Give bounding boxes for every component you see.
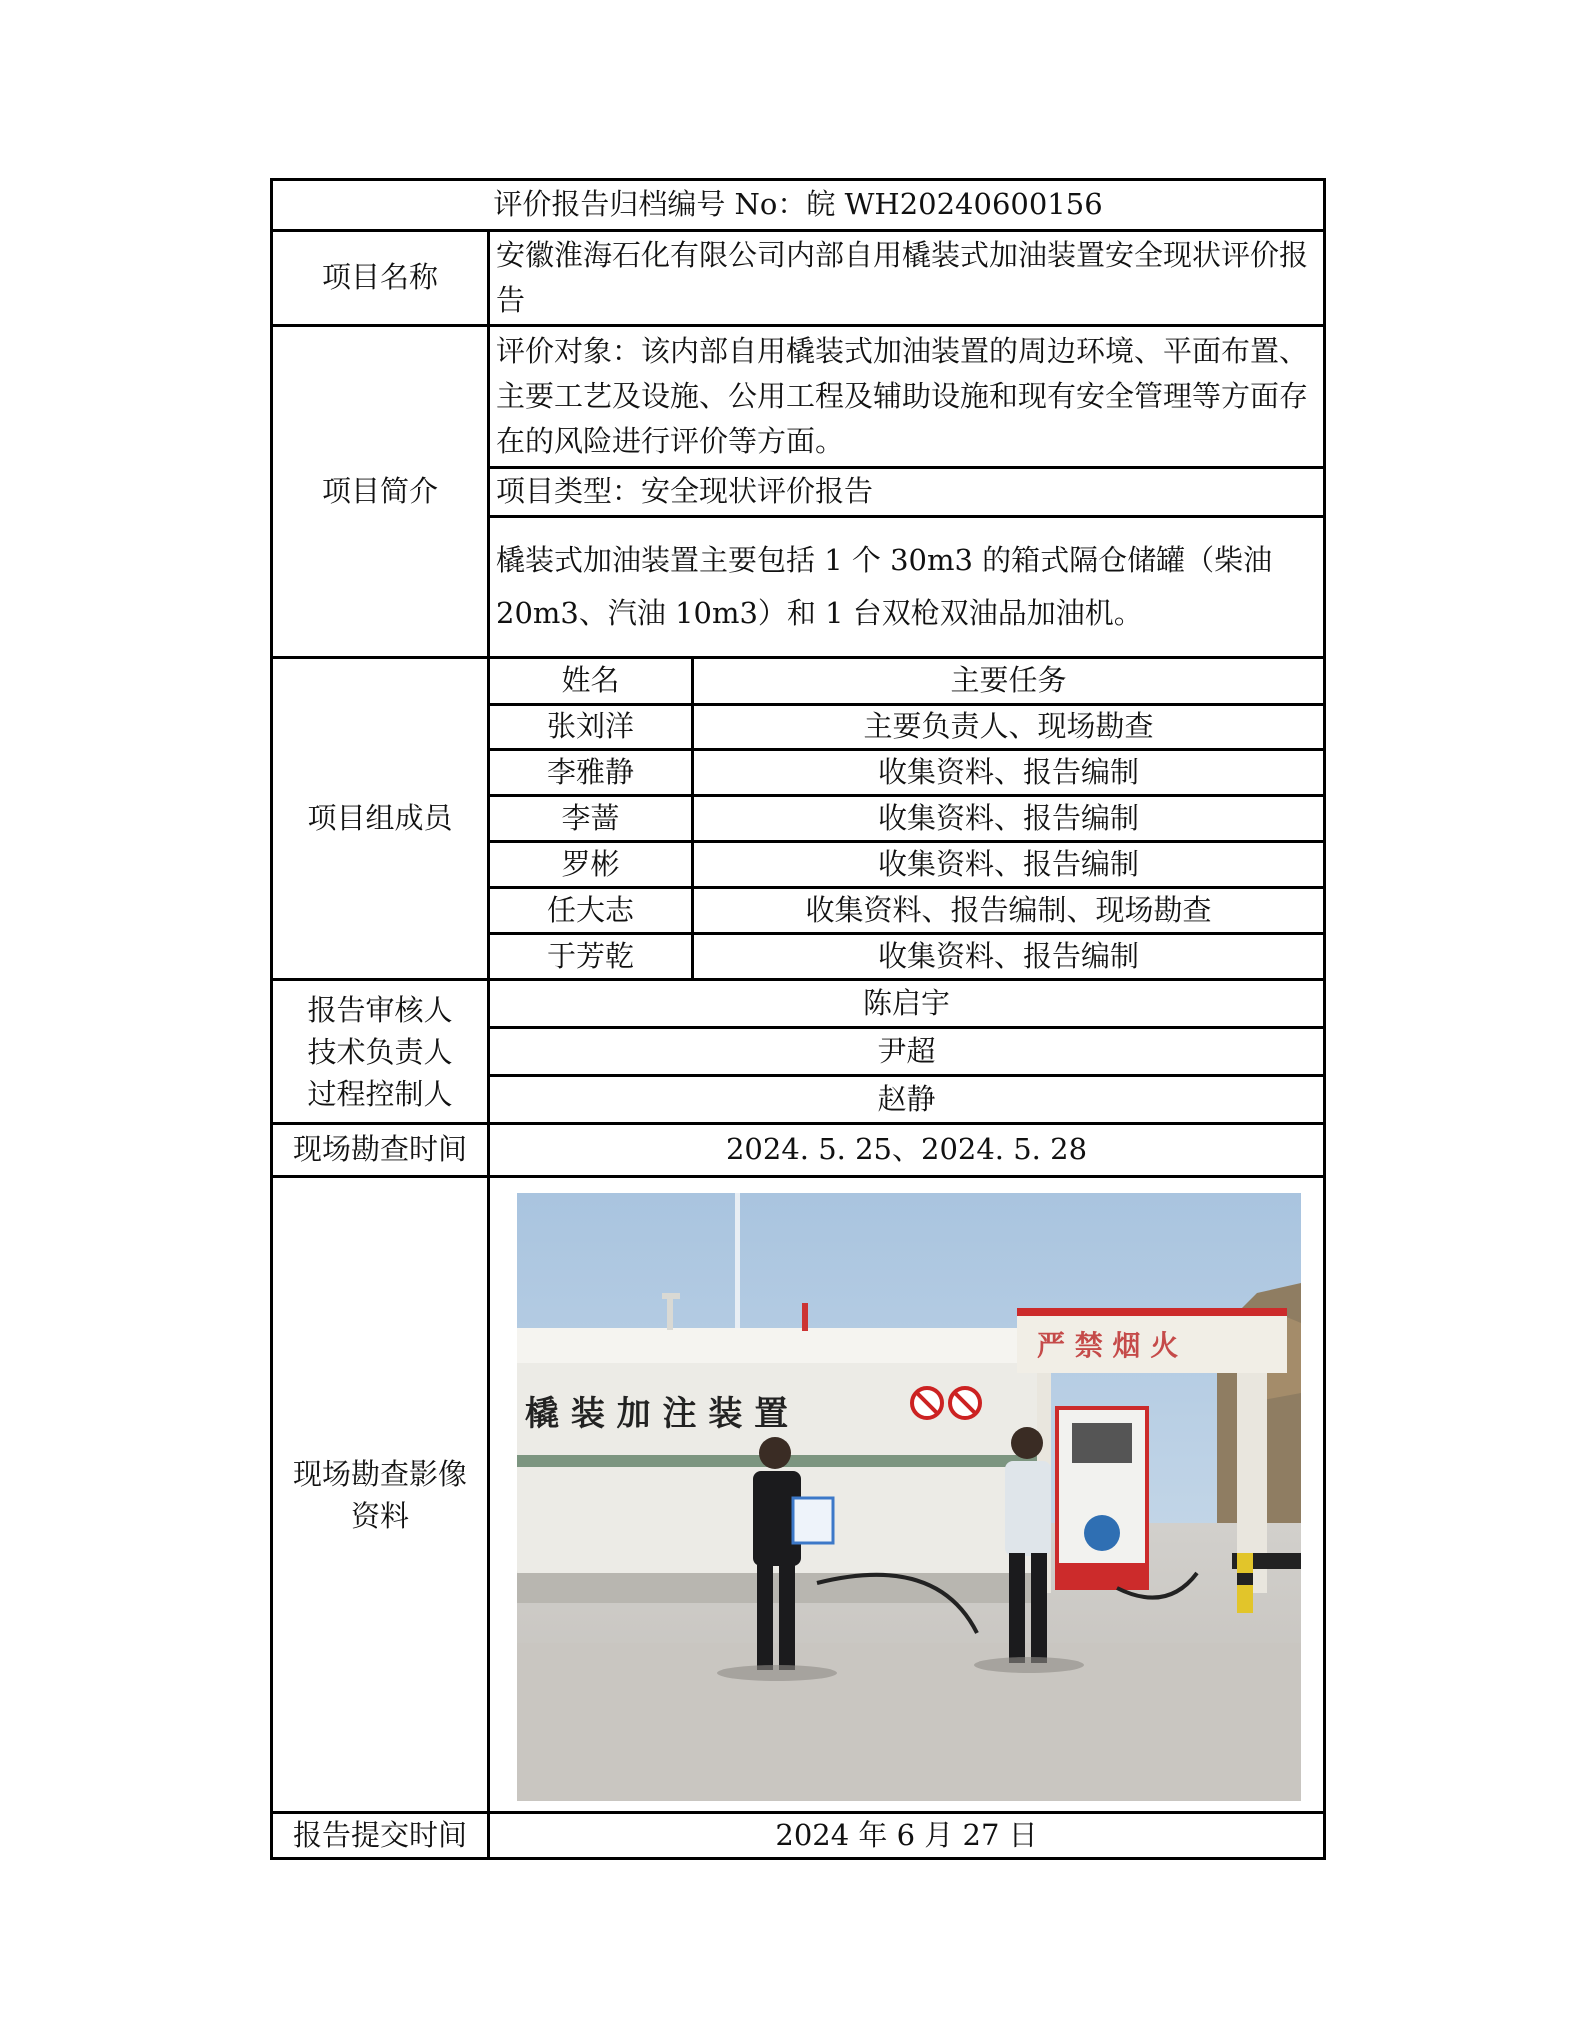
member-name: 李雅静 — [546, 754, 634, 789]
tech-lead-label: 技术负责人 — [307, 1034, 453, 1069]
tank-sign-text: 橇 装 加 注 装 置 — [525, 1394, 789, 1434]
member-task: 收集资料、报告编制 — [877, 800, 1139, 835]
submit-time-label: 报告提交时间 — [292, 1817, 467, 1852]
member-task: 收集资料、报告编制 — [877, 938, 1139, 973]
archive-form-table — [270, 178, 1326, 1860]
members-header-task: 主要任务 — [950, 663, 1067, 698]
photo-label: 现场勘查影像资料 — [292, 1456, 467, 1533]
submit-time-value: 2024 年 6 月 27 日 — [775, 1817, 1038, 1852]
member-task: 主要负责人、现场勘查 — [863, 709, 1154, 744]
reviewer-value: 陈启宇 — [862, 985, 950, 1020]
archive-number: 评价报告归档编号 No：皖 WH20240600156 — [493, 187, 1103, 222]
process-control-label: 过程控制人 — [307, 1076, 453, 1111]
member-name: 李蔷 — [561, 800, 620, 835]
intro-object: 评价对象：该内部自用橇装式加油装置的周边环境、平面布置、主要工艺及设施、公用工程及辅助设施和现有安全管理等方面存在的风险进行评价等方面。 — [496, 334, 1309, 458]
member-task: 收集资料、报告编制 — [877, 754, 1139, 789]
member-name: 于芳乾 — [546, 938, 634, 973]
process-control-value: 赵静 — [877, 1081, 936, 1116]
intro-type: 项目类型：安全现状评价报告 — [496, 474, 874, 509]
project-name-label: 项目名称 — [321, 260, 438, 295]
member-task: 收集资料、报告编制 — [877, 846, 1139, 881]
canopy-sign-text: 严 禁 烟 火 — [1037, 1329, 1179, 1362]
member-name: 张刘洋 — [546, 709, 634, 744]
site-survey-photo — [517, 1193, 1301, 1801]
project-intro-label: 项目简介 — [321, 473, 438, 508]
member-name: 任大志 — [546, 892, 634, 927]
project-name-value: 安徽淮海石化有限公司内部自用橇装式加油装置安全现状评价报告 — [496, 238, 1309, 317]
members-header-name: 姓名 — [561, 663, 620, 698]
survey-time-label: 现场勘查时间 — [292, 1132, 467, 1167]
member-task: 收集资料、报告编制、现场勘查 — [805, 892, 1212, 927]
member-name: 罗彬 — [561, 846, 620, 881]
intro-description: 橇装式加油装置主要包括 1 个 30m3 的箱式隔仓储罐（柴油 20m3、汽油 10m3）和 1 台双枪双油品加油机。 — [496, 543, 1273, 630]
roles-labels — [273, 981, 487, 1122]
survey-time-value: 2024. 5. 25、2024. 5. 28 — [725, 1132, 1088, 1167]
reviewer-label: 报告审核人 — [307, 992, 453, 1027]
members-label: 项目组成员 — [307, 800, 453, 835]
tech-lead-value: 尹超 — [877, 1033, 936, 1068]
